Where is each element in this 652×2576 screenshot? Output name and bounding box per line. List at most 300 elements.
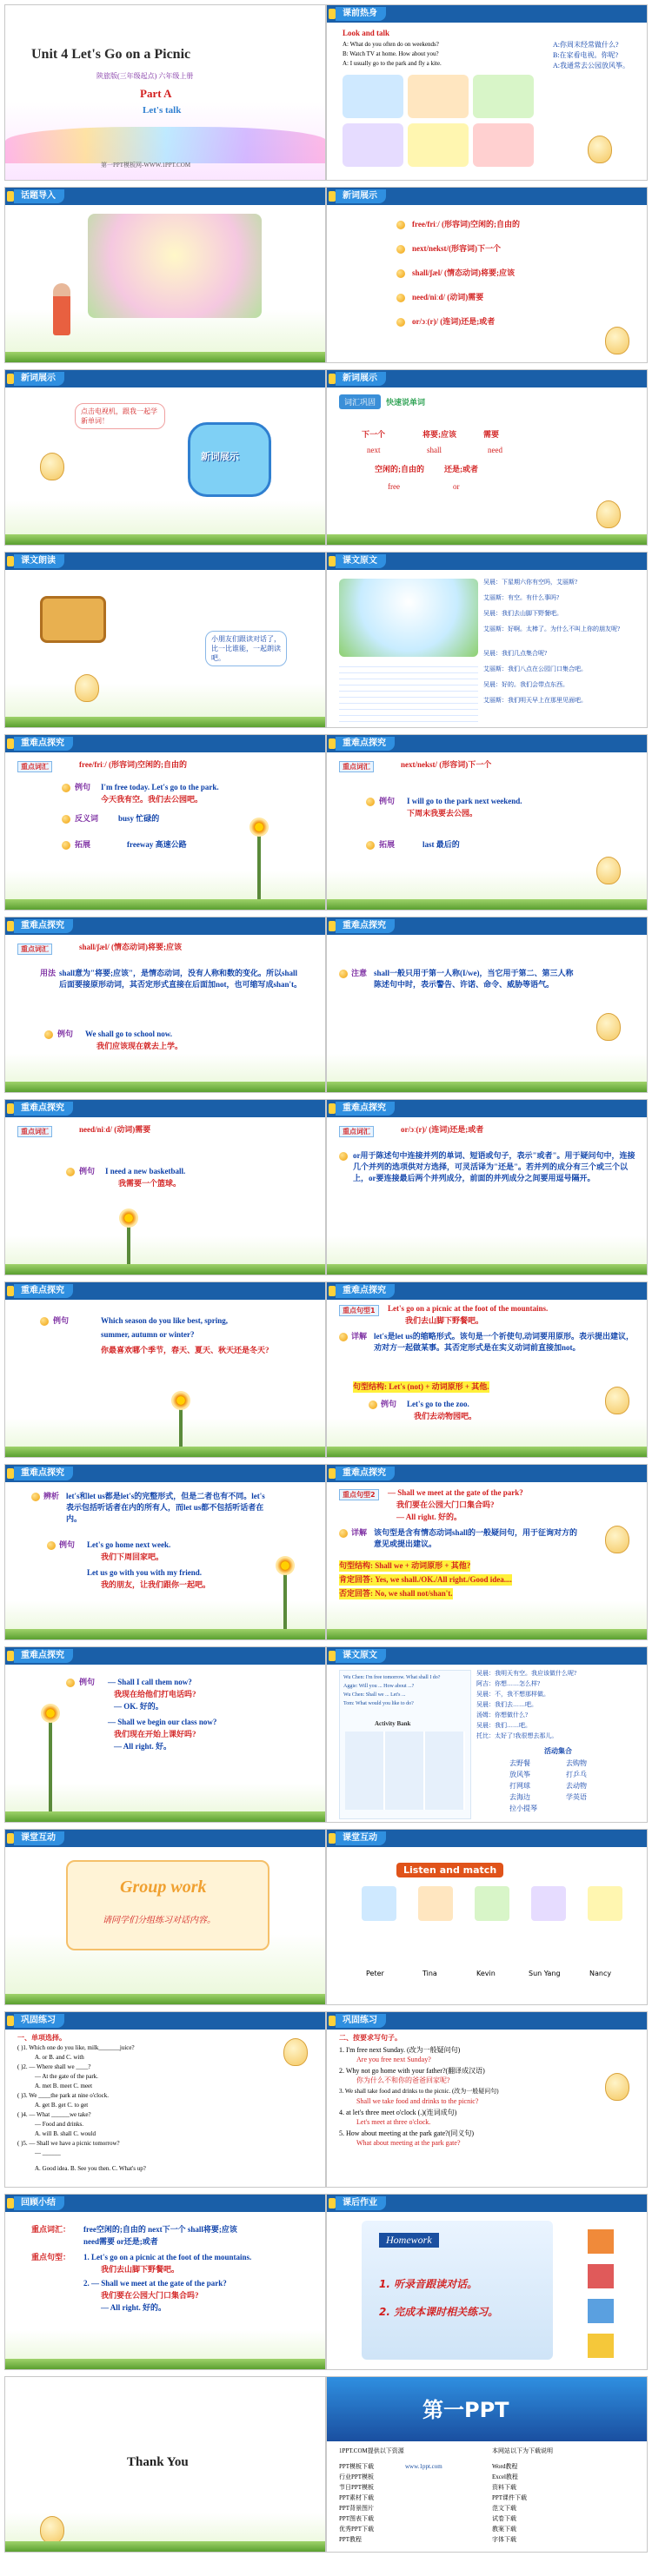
speech-bubble: 点击电视机，跟我一起学新单词！ (75, 403, 165, 429)
bullet-icon (369, 1401, 377, 1409)
book-icon (329, 2198, 336, 2208)
match-picture (475, 1886, 509, 1921)
vocab-word: 还是;或者 (444, 465, 478, 473)
resource-link[interactable]: 资料下载 (492, 2484, 516, 2491)
book-icon (7, 556, 14, 566)
summary-words: need需要 or还是;或者 (83, 2237, 158, 2246)
key-word: next/nekst/ (形容词)下一个 (401, 760, 492, 769)
grass (327, 899, 647, 910)
antonym-label: 反义词 (75, 814, 99, 823)
unit-title: Unit 4 Let's Go on a Picnic (31, 47, 191, 62)
slide-free[interactable] (4, 734, 326, 911)
text-line-cn: 吴晨：不，我不想那样做。 (476, 1691, 549, 1698)
example-label: 例句 (57, 1030, 74, 1038)
grass (327, 1447, 647, 1457)
key-word: need/niːd/ (动词)需要 (79, 1125, 151, 1134)
cartoon-egg (596, 857, 621, 884)
book-icon (7, 374, 14, 384)
slide-header (5, 188, 325, 205)
resource-heading: 本网站以下为下载说明 (492, 2447, 553, 2454)
slide-header (327, 370, 647, 387)
slide-header (327, 1465, 647, 1482)
activity-item: 去购物 (566, 1759, 587, 1767)
usage-text: shall意为"将要;应该"，是情态动词，没有人称和数的变化。所以shall后面要接原形动词，其否定形式直接在后面加not，也可缩写成shan't。 (59, 969, 303, 989)
activity-pictures (343, 75, 534, 170)
resource-link[interactable]: 试卷下载 (492, 2515, 516, 2522)
example-label: 例句 (381, 1400, 397, 1408)
exercise-answer: Are you free next Sunday? (356, 2056, 431, 2063)
vocab-word: 需要 (483, 430, 500, 439)
slide-header (327, 1282, 647, 1300)
flower-icon (119, 1209, 138, 1228)
vocab-word: shall (427, 446, 442, 454)
person-name: Sun Yang (529, 1970, 561, 1977)
resource-link[interactable]: PPT模板下载 (339, 2463, 375, 2470)
section-tab: 重难点探究 (14, 919, 73, 933)
extension: freeway 高速公路 (127, 840, 187, 849)
vocab-word: 将要;应该 (422, 430, 456, 439)
text-line: 吴晨：我们几点集合呢? (483, 650, 548, 657)
exercise-answer: Shall we take food and drinks to the picnic? (356, 2097, 479, 2105)
exercise-line: A. get B. get C. to get (35, 2102, 89, 2109)
person-name: Tina (422, 1970, 437, 1977)
slide-new-words[interactable] (326, 187, 648, 363)
exercise-line: 1. I'm free next Sunday. (改为一般疑问句) (339, 2046, 461, 2054)
section-tab: 新词展示 (14, 372, 64, 386)
example-label: 例句 (53, 1316, 70, 1325)
text-line: 艾丽斯：有空。有什么事吗? (483, 594, 560, 601)
section-tab: 重难点探究 (14, 1649, 73, 1663)
cartoon-egg (605, 1387, 629, 1414)
text-line: 吴晨：好的。我们会带点东西。 (483, 681, 569, 688)
slide-header (5, 2195, 325, 2212)
grass (5, 1629, 325, 1639)
slide-or[interactable] (326, 1099, 648, 1275)
tv-button[interactable] (188, 422, 271, 497)
exercise-line: A. or B. and C. with (35, 2054, 84, 2061)
book-icon (329, 1833, 336, 1844)
example-label: 例句 (379, 797, 396, 805)
book-icon (329, 1286, 336, 1296)
activity-item: 打网球 (509, 1782, 530, 1790)
resource-link[interactable]: Excel教程 (492, 2473, 518, 2480)
resource-link[interactable]: PPT素材下载 (339, 2494, 375, 2501)
cartoon-egg (605, 2073, 629, 2101)
bullet-icon (396, 245, 405, 254)
cartoon-egg (596, 1013, 621, 1041)
slide-next[interactable] (326, 734, 648, 911)
slide-header (5, 1465, 325, 1482)
slide-warmup[interactable] (326, 4, 648, 181)
grass (5, 2359, 325, 2369)
slide-thank-you[interactable] (4, 2376, 326, 2553)
summary-sentence-cn: 我们去山脚下野餐吧。 (101, 2265, 180, 2274)
vocab-word: 空闲的;自由的 (375, 465, 424, 473)
activity-item: 去海边 (509, 1793, 530, 1801)
example-translation: 我们下周回家吧。 (101, 1553, 164, 1561)
example-translation: 我们去动物园吧。 (414, 1412, 477, 1420)
slide-header (327, 2195, 647, 2212)
grass (327, 1264, 647, 1275)
section-tab: 重难点探究 (336, 919, 395, 933)
slide-header (327, 1830, 647, 1847)
summary-label: 重点词汇： (31, 2225, 71, 2234)
word-item: shall/ʃæl/ (情态动词)将要;应该 (412, 268, 515, 277)
bullet-icon (62, 841, 70, 850)
section-tab: 新词展示 (336, 189, 386, 203)
example-sentence: — Shall I call them now? (108, 1678, 192, 1686)
flower-stem (127, 1222, 130, 1269)
slide-reading[interactable] (4, 552, 326, 728)
slide-exercise-1[interactable] (4, 2011, 326, 2188)
book-icon (7, 738, 14, 749)
resource-link[interactable]: 字体下载 (492, 2536, 516, 2543)
text-line-cn: 汤姆：你想做什么? (476, 1712, 529, 1718)
section-tab: 重难点探究 (336, 737, 395, 751)
bullet-icon (44, 1030, 53, 1039)
vocab-word: or (453, 482, 460, 491)
teacher-figure (53, 283, 70, 335)
match-picture (362, 1886, 396, 1921)
exercise-line: 5. How about meeting at the park gate?(同义句) (339, 2129, 475, 2137)
slide-activity-bank[interactable] (326, 1646, 648, 1823)
slide-header (327, 553, 647, 570)
slide-need[interactable] (4, 1099, 326, 1275)
group-work-card (66, 1860, 269, 1950)
exercise-line: ( )1. Which one do you like, milk_______juice? (17, 2044, 135, 2051)
text-line-cn: 阿吉：你想……怎么样? (476, 1680, 541, 1687)
slide-key-sentence-2[interactable] (326, 1464, 648, 1640)
resource-link[interactable]: PPT教程 (339, 2536, 363, 2543)
text-line-cn: 吴晨：我们去……吧。 (476, 1701, 537, 1708)
slide-shall-examples[interactable] (4, 1646, 326, 1823)
summary-sentence-cn: 我们要在公园大门口集合吗? (101, 2291, 199, 2300)
color-block (588, 2299, 614, 2323)
exercise-line: A. will B. shall C. would (35, 2130, 96, 2137)
or-explanation: or用于陈述句中连接并列的单词、短语或句子，表示"或者"。用于疑问句中，连接几个并列的选项供对方选择，可灵活译为"还是"。若并列的成分有三个或三个以上，or要连接最后两个并列成分，前面的并列成分之间要用逗号隔开。 (353, 1151, 635, 1182)
section-tab: 重难点探究 (14, 737, 73, 751)
dialogue-line-cn: A:你周末经常做什么? (553, 41, 619, 49)
site-url[interactable]: www.1ppt.com (405, 2463, 442, 2470)
key-word-label: 重点词汇 (339, 1126, 374, 1137)
flower-stem (257, 831, 261, 900)
bullet-icon (396, 318, 405, 327)
book-icon (329, 738, 336, 749)
book-icon (329, 2016, 336, 2026)
grass (5, 1082, 325, 1092)
brand-name: 第一PPT (422, 2398, 509, 2422)
resource-link[interactable]: PPT课件下载 (492, 2494, 528, 2501)
radio-icon (40, 596, 106, 643)
section-tab: 新词展示 (336, 372, 386, 386)
flower-stem (283, 1569, 287, 1634)
slide-summary[interactable] (4, 2194, 326, 2370)
grass (5, 352, 325, 362)
slide-lets-vs-letus[interactable] (4, 1464, 326, 1640)
vocab-box: 词汇巩固 (339, 394, 381, 409)
book-icon (7, 921, 14, 931)
section-tab: 重难点探究 (14, 1102, 73, 1116)
text-line: Aggie: Will you ... How about ...? (343, 1684, 415, 1689)
bullet-icon (62, 784, 70, 792)
key-word-label: 重点词汇 (339, 761, 374, 772)
bullet-icon (66, 1679, 75, 1687)
activity-grid (345, 1732, 465, 1810)
bullet-icon (66, 1168, 75, 1176)
book-icon (329, 374, 336, 384)
exercise-line: — Food and drinks. (35, 2121, 83, 2128)
activity-item: 打乒乓 (566, 1771, 587, 1778)
resource-link[interactable]: 行业PPT模板 (339, 2473, 375, 2480)
slide-key-sentence-1[interactable] (326, 1281, 648, 1458)
negative-answer: 否定回答: No, we shall not/shan't. (339, 1589, 453, 1598)
picnic-poster (88, 214, 262, 318)
grass (5, 899, 325, 910)
flower-stem (179, 1404, 183, 1452)
slide-vocab-quiz[interactable] (326, 369, 648, 546)
slide-header (5, 1647, 325, 1665)
grass (5, 1994, 325, 2004)
slide-header (5, 735, 325, 752)
vocab-word: free (388, 482, 400, 491)
text-line-cn: 吴晨：我们……吧。 (476, 1722, 531, 1729)
slide-intro[interactable] (4, 187, 326, 363)
slide-header (5, 917, 325, 935)
grass (5, 2541, 325, 2552)
activity-item: 拉小提琴 (509, 1805, 537, 1812)
example-label: 例句 (59, 1540, 76, 1549)
text-line: Tom: What would you like to do? (343, 1701, 414, 1706)
resource-link[interactable]: 教案下载 (492, 2526, 516, 2533)
example-sentence: I need a new basketball. (105, 1167, 186, 1175)
slide-header (327, 2012, 647, 2030)
example-translation: 你最喜欢哪个季节，春天、夏天、秋天还是冬天? (101, 1346, 269, 1354)
slide-header (327, 188, 647, 205)
activity-item: 放风筝 (509, 1771, 530, 1778)
flower-icon (171, 1391, 190, 1410)
key-sentence: Let's go on a picnic at the foot of the mountains. (388, 1304, 549, 1313)
bullet-icon (366, 841, 375, 850)
brand-banner (327, 2377, 647, 2441)
resource-link[interactable]: PPT背景图片 (339, 2505, 375, 2512)
grass (327, 1629, 647, 1639)
example-sentence: I will go to the park next weekend. (407, 797, 522, 805)
section-tab: 巩固练习 (14, 2014, 64, 2028)
section-tab: 重难点探究 (14, 1467, 73, 1480)
note-text: shall一般只用于第一人称(I/we)，当它用于第二、第三人称陈述句中时，表示警告、许诺、命令、威胁等语气。 (374, 969, 574, 989)
cartoon-egg (596, 500, 621, 528)
listen-match-title: Listen and match (396, 1863, 503, 1877)
extend-label: 拓展 (75, 840, 91, 849)
example-translation: 我们现在开始上课好吗? (114, 1730, 196, 1738)
book-icon (7, 2016, 14, 2026)
bullet-icon (396, 221, 405, 229)
resource-link[interactable]: 节日PPT模板 (339, 2484, 375, 2491)
key-sentence-label: 重点句型2 (339, 1489, 379, 1500)
match-picture (531, 1886, 566, 1921)
dialogue-line: B: Watch TV at home. How about you? (343, 50, 439, 57)
book-icon (329, 1468, 336, 1479)
vocab-word: need (488, 446, 502, 454)
key-sentence-label: 重点句型1 (339, 1305, 379, 1316)
resource-link[interactable]: PPT图表下载 (339, 2515, 375, 2522)
slide-header (327, 735, 647, 752)
example-sentence: Let us go with you with my friend. (87, 1568, 203, 1577)
look-and-talk: Look and talk (343, 29, 390, 37)
summary-words: free空闲的;自由的 next下一个 shall将要;应该 (83, 2225, 237, 2234)
grass (327, 534, 647, 545)
slide-tv[interactable] (4, 369, 326, 546)
analysis-label: 辨析 (43, 1492, 60, 1500)
book-icon (329, 1103, 336, 1114)
slide-text[interactable] (326, 552, 648, 728)
usage-label: 用法 (40, 969, 57, 977)
slide-title[interactable] (4, 4, 326, 181)
exercise-heading: 二、按要求写句子。 (339, 2034, 402, 2042)
homework-item: 2. 完成本课时相关练习。 (379, 2306, 499, 2318)
key-answer: — All right. 好的。 (396, 1513, 462, 1521)
summary-answer: — All right. 好的。 (101, 2303, 167, 2312)
example-translation: 我们应该现在就去上学。 (96, 1042, 183, 1050)
slide-header (327, 917, 647, 935)
bullet-icon (62, 815, 70, 824)
color-block (588, 2334, 614, 2358)
book-icon (329, 9, 336, 19)
slide-ad[interactable] (326, 2376, 648, 2553)
exercise-answer: Let's meet at three o'clock. (356, 2118, 431, 2126)
bullet-icon (339, 1333, 348, 1341)
flower-icon (249, 818, 269, 837)
flower-icon (41, 1704, 60, 1723)
sentence-pattern: 句型结构: Let's (not) + 动词原形 + 其他. (353, 1382, 489, 1391)
bullet-icon (40, 1317, 49, 1326)
slide-header (5, 1282, 325, 1300)
word-item: free/friː/ (形容词)空闲的;自由的 (412, 220, 521, 228)
book-icon (7, 2198, 14, 2208)
grass (327, 1082, 647, 1092)
slide-group-work[interactable] (4, 1829, 326, 2005)
cartoon-egg (283, 2038, 308, 2066)
book-icon (7, 1103, 14, 1114)
slide-homework[interactable] (326, 2194, 648, 2370)
picnic-picture (339, 579, 478, 657)
bullet-icon (339, 1529, 348, 1538)
cartoon-egg (75, 674, 99, 702)
person-name: Peter (366, 1970, 384, 1977)
example-translation: 今天我有空。我们去公园吧。 (101, 795, 203, 804)
match-picture (588, 1886, 622, 1921)
exercise-line: ( )5. — Shall we have a picnic tomorrow? (17, 2140, 120, 2147)
subtitle: 陕旅版(三年级起点) 六年级上册 (96, 72, 194, 80)
bullet-icon (339, 1152, 348, 1161)
grass (5, 534, 325, 545)
example-translation: 我现在给他们打电话吗? (114, 1690, 196, 1699)
speech-bubble: 小朋友们跟读对话了，比一比谁能，一起朗读吧。 (205, 631, 287, 666)
key-word-label: 重点词汇 (17, 761, 52, 772)
key-question-cn: 我们要在公园大门口集合吗? (396, 1500, 495, 1509)
tv-label: 新词展示 (201, 451, 239, 462)
section-tab: 课前热身 (336, 7, 386, 21)
summary-sentence: 1. Let's go on a picnic at the foot of the mountains. (83, 2253, 252, 2261)
word-item: or/ɔː(r)/ (连词)还是;或者 (412, 317, 496, 326)
exercise-line: — At the gate of the park. (35, 2073, 98, 2080)
resource-link[interactable]: 范文下载 (492, 2505, 516, 2512)
example-sentence: Which season do you like best, spring, (101, 1316, 229, 1325)
section-tab: 重难点探究 (14, 1284, 73, 1298)
dialogue-line: A: What do you often do on weekends? (343, 41, 439, 48)
section-tab: 重难点探究 (336, 1284, 395, 1298)
text-line: 艾丽斯：好啊。太棒了。为什么不叫上你的朋友呢? (483, 626, 621, 632)
rainbow-decoration (5, 127, 326, 163)
group-work-instruction: 请同学们分组练习对话内容。 (103, 1916, 216, 1925)
grass (5, 717, 325, 727)
slide-header (327, 5, 647, 23)
example-sentence: summer, autumn or winter? (101, 1330, 195, 1339)
color-block (588, 2264, 614, 2288)
slide-header (5, 370, 325, 387)
part-label: Part A (140, 87, 172, 100)
positive-answer: 肯定回答: Yes, we shall./OK./All right./Good idea.... (339, 1575, 512, 1584)
text-line: Wu Chen: Shall we ... Let's ... (343, 1692, 406, 1698)
extension: last 最后的 (422, 840, 460, 849)
cartoon-egg (605, 1526, 629, 1553)
exercise-line: ( )2. — Where shall we ____? (17, 2063, 91, 2070)
exercise-line: ( )3. We ____the park at nine o'clock. (17, 2092, 109, 2099)
dialogue-line-cn: A:我通常去公园放风筝。 (553, 62, 629, 70)
bullet-icon (366, 798, 375, 806)
cartoon-egg (40, 453, 64, 480)
slide-shall[interactable] (4, 917, 326, 1093)
slide-or-example[interactable] (4, 1281, 326, 1458)
color-block (588, 2229, 614, 2254)
section-tab: 课堂互动 (14, 1831, 64, 1845)
activity-item: 去动物 (566, 1782, 587, 1790)
explain-label: 详解 (351, 1332, 368, 1341)
cartoon-egg (40, 2516, 64, 2544)
resource-link[interactable]: 优秀PPT下载 (339, 2526, 375, 2533)
example-sentence: We shall go to school now. (85, 1030, 173, 1038)
section-tab: 课文原文 (336, 1649, 386, 1663)
key-word-label: 重点词汇 (17, 1126, 52, 1137)
example-translation: 我的朋友，让我们跟你一起吧。 (101, 1580, 211, 1589)
lets-talk: Let's talk (143, 105, 182, 116)
slide-exercise-2[interactable] (326, 2011, 648, 2188)
analysis-text: let's和let us都是let's的完整形式，但是二者也有不同。let's表示包括听话者在内的所有人，而let us都不包括听话者在内。 (66, 1492, 265, 1523)
bullet-icon (396, 269, 405, 278)
explain-text: 该句型是含有情态动词shall的一般疑问句，用于征询对方的意见或提出建议。 (374, 1528, 578, 1548)
summary-sentence: 2. — Shall we meet at the gate of the park? (83, 2279, 227, 2288)
exercise-line: ( )4. — What ______we take? (17, 2111, 91, 2118)
book-icon (7, 1286, 14, 1296)
slide-shall-note[interactable] (326, 917, 648, 1093)
book-icon (7, 1468, 14, 1479)
cartoon-egg (588, 136, 612, 163)
slide-listen-match[interactable] (326, 1829, 648, 2005)
section-tab: 回顾小结 (14, 2196, 64, 2210)
resource-link[interactable]: Word教程 (492, 2463, 518, 2470)
example-translation: 下周末我要去公园。 (407, 809, 478, 818)
key-word: free/friː/ (形容词)空闲的;自由的 (79, 760, 188, 769)
exercise-line: 3. We shall take food and drinks to the picnic. (改为一般疑问句) (339, 2088, 499, 2095)
homework-card (362, 2221, 553, 2360)
match-picture (418, 1886, 453, 1921)
book-icon (7, 1833, 14, 1844)
thank-you-text: Thank You (127, 2455, 189, 2469)
exercise-answer: What about meeting at the park gate? (356, 2139, 461, 2147)
activity-item: 学英语 (566, 1793, 587, 1801)
key-sentence-cn: 我们去山脚下野餐吧。 (405, 1316, 484, 1325)
extend-label: 拓展 (379, 840, 396, 849)
